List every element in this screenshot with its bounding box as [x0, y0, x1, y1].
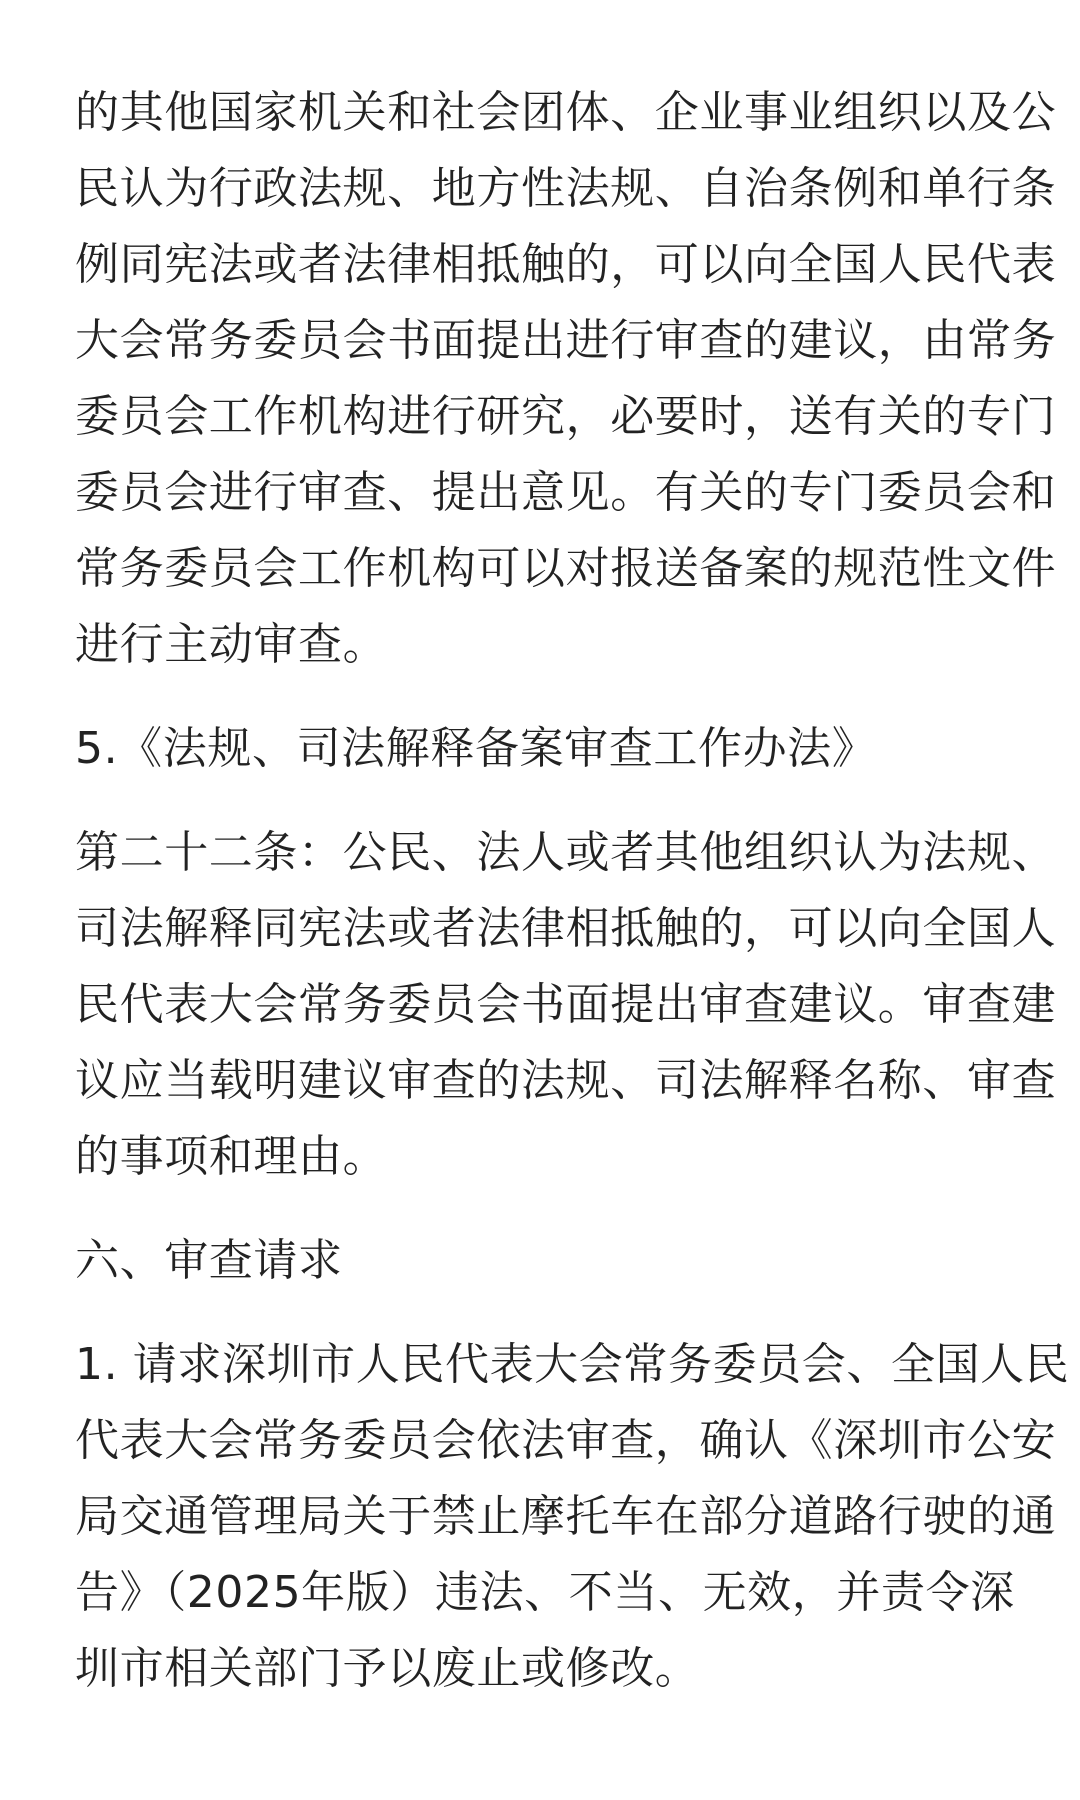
text-line: 局交通管理局关于禁止摩托车在部分道路行驶的通 — [75, 1491, 1057, 1542]
text-line: 民代表大会常务委员会书面提出审查建议。审查建 — [75, 979, 1057, 1030]
text-line: 的其他国家机关和社会团体、企业事业组织以及公 — [75, 87, 1057, 138]
paragraph-article-22 — [75, 815, 1057, 1195]
text-line: 委员会工作机构进行研究，必要时，送有关的专门 — [75, 391, 1057, 442]
text-line: 告》（2025年版）违法、不当、无效，并责令深 — [75, 1567, 1015, 1618]
text-line: 常务委员会工作机构可以对报送备案的规范性文件 — [75, 543, 1057, 594]
text-line: 1. 请求深圳市人民代表大会常务委员会、全国人民 — [75, 1339, 1070, 1390]
paragraph-request-1 — [75, 1327, 1070, 1707]
text-line: 圳市相关部门予以废止或修改。 — [75, 1643, 700, 1694]
text-line: 大会常务委员会书面提出进行审查的建议，由常务 — [75, 315, 1057, 366]
text-line: 5.《法规、司法解释备案审查工作办法》 — [75, 723, 877, 774]
section-heading-review-request — [75, 1223, 1005, 1299]
text-line: 例同宪法或者法律相抵触的，可以向全国人民代表 — [75, 239, 1057, 290]
section-heading-regulation — [75, 711, 1005, 787]
text-line: 的事项和理由。 — [75, 1131, 388, 1182]
text-line: 进行主动审查。 — [75, 619, 388, 670]
text-line: 委员会进行审查、提出意见。有关的专门委员会和 — [75, 467, 1057, 518]
document-body — [75, 75, 1070, 1735]
text-line: 六、审查请求 — [75, 1235, 343, 1286]
text-line: 第二十二条：公民、法人或者其他组织认为法规、 — [75, 827, 1057, 878]
text-line: 司法解释同宪法或者法律相抵触的，可以向全国人 — [75, 903, 1057, 954]
text-line: 民认为行政法规、地方性法规、自治条例和单行条 — [75, 163, 1057, 214]
text-line: 代表大会常务委员会依法审查，确认《深圳市公安 — [75, 1415, 1057, 1466]
text-line: 议应当载明建议审查的法规、司法解释名称、审查 — [75, 1055, 1057, 1106]
paragraph-article-review — [75, 75, 1057, 683]
